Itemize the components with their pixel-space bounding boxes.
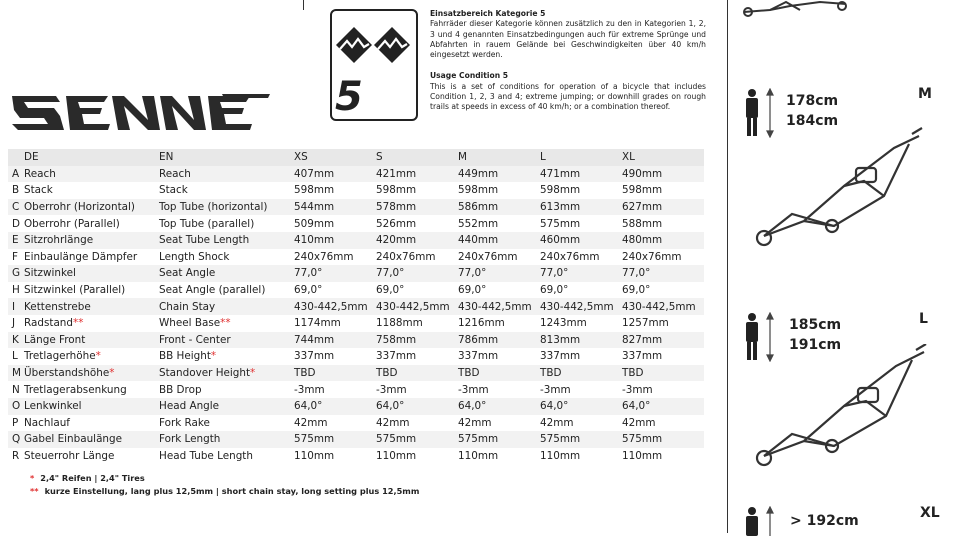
row-de-label [24, 282, 159, 299]
table-row [8, 398, 704, 415]
table-row [8, 166, 704, 183]
en-label-text: Reach [159, 167, 191, 180]
value-xl: 42mm [622, 416, 656, 429]
value-l: 337mm [540, 350, 581, 363]
value-xl: -3mm [622, 383, 653, 396]
value-xl: 430-442,5mm [622, 300, 696, 313]
header-l: L [540, 151, 546, 164]
value-xs: 544mm [294, 201, 335, 214]
row-de-label [24, 182, 159, 199]
row-de-label [24, 398, 159, 415]
value-xl: 827mm [622, 333, 663, 346]
value-s: 110mm [376, 449, 417, 462]
value-xs: -3mm [294, 383, 325, 396]
value-xl: 240x76mm [622, 250, 682, 263]
footnote-mark: * [30, 473, 35, 483]
value-m: 69,0° [458, 284, 487, 297]
value-l: 575mm [540, 433, 581, 446]
row-id: I [12, 300, 16, 313]
de-label-text: Überstandshöhe [24, 367, 110, 380]
value-m: TBD [458, 367, 480, 380]
value-m: 449mm [458, 167, 499, 180]
row-id: M [12, 367, 21, 380]
de-label-text: Tretlagerhöhe [24, 350, 96, 363]
value-xl: 110mm [622, 449, 663, 462]
table-row [8, 249, 704, 266]
en-label-text: Seat Angle (parallel) [159, 284, 266, 297]
row-de-label [24, 315, 159, 332]
table-row [8, 365, 704, 382]
value-m: 42mm [458, 416, 492, 429]
de-label-text: Lenkwinkel [24, 400, 82, 413]
table-row [8, 415, 704, 432]
en-label-text: Head Tube Length [159, 449, 253, 462]
value-l: 64,0° [540, 400, 569, 413]
value-l: -3mm [540, 383, 571, 396]
en-label-text: BB Height [159, 350, 211, 363]
value-xs: 110mm [294, 449, 335, 462]
value-m: 430-442,5mm [458, 300, 532, 313]
value-xs: 337mm [294, 350, 335, 363]
value-s: 69,0° [376, 284, 405, 297]
value-s: TBD [376, 367, 398, 380]
value-l: 77,0° [540, 267, 569, 280]
row-id: A [12, 167, 20, 180]
row-id: F [12, 250, 18, 263]
row-de-label [24, 448, 159, 465]
header-s: S [376, 151, 383, 164]
row-de-label [24, 166, 159, 183]
value-xl: 575mm [622, 433, 663, 446]
value-xs: TBD [294, 367, 316, 380]
de-label-text: Einbaulänge Dämpfer [24, 250, 138, 263]
bike-frame-xs-partial [740, 0, 850, 18]
value-l: 813mm [540, 333, 581, 346]
row-en-label [159, 398, 294, 415]
row-en-label [159, 249, 294, 266]
row-de-label [24, 381, 159, 398]
de-label-text: Sitzrohrlänge [24, 234, 94, 247]
row-id: C [12, 201, 20, 214]
bike-frame-l [744, 344, 944, 474]
row-de-label [24, 199, 159, 216]
row-id: P [12, 416, 19, 429]
usage-en-text: This is a set of conditions for operation of a bicycle that includes Condition 1, 2, 3 and 4; extreme jumping; or downhill grades on rough trails at speeds in excess of 40 km/h; or a combination thereof. [430, 81, 706, 112]
table-row [8, 265, 704, 282]
row-en-label [159, 448, 294, 465]
value-xl: 337mm [622, 350, 663, 363]
terrain-diamond-icon [332, 17, 416, 77]
row-de-label [24, 415, 159, 432]
de-label-text: Oberrohr (Horizontal) [24, 201, 135, 214]
value-m: 1216mm [458, 317, 505, 330]
header-xs: XS [294, 151, 308, 164]
row-en-label [159, 232, 294, 249]
table-row [8, 282, 704, 299]
row-en-label [159, 298, 294, 315]
value-m: 240x76mm [458, 250, 518, 263]
row-en-label [159, 315, 294, 332]
row-en-label [159, 282, 294, 299]
value-xl: 627mm [622, 201, 663, 214]
row-en-label [159, 348, 294, 365]
row-id: B [12, 184, 20, 197]
table-row [8, 381, 704, 398]
row-de-label [24, 365, 159, 382]
value-xs: 430-442,5mm [294, 300, 368, 313]
footnote-mark: ** [30, 485, 39, 496]
footnotes [30, 472, 419, 497]
value-xs: 744mm [294, 333, 335, 346]
row-de-label [24, 249, 159, 266]
value-s: 430-442,5mm [376, 300, 450, 313]
value-s: 42mm [376, 416, 410, 429]
usage-category-number: 5 [335, 74, 363, 120]
value-m: 64,0° [458, 400, 487, 413]
row-id: R [12, 449, 20, 462]
value-xl: 588mm [622, 217, 663, 230]
value-s: 64,0° [376, 400, 405, 413]
value-s: 575mm [376, 433, 417, 446]
row-id: E [12, 234, 19, 247]
header-en: EN [159, 151, 174, 164]
en-label-text: Fork Length [159, 433, 221, 446]
value-xs: 42mm [294, 416, 328, 429]
row-de-label [24, 215, 159, 232]
en-label-text: Top Tube (horizontal) [159, 201, 268, 214]
table-row [8, 431, 704, 448]
footnote-marker: * [250, 367, 256, 380]
value-l: 471mm [540, 167, 581, 180]
row-id: Q [12, 433, 21, 446]
row-id: K [12, 333, 19, 346]
geometry-table [8, 149, 704, 464]
size-xl-height-range: > 192cm [790, 513, 859, 529]
table-row [8, 448, 704, 465]
value-l: TBD [540, 367, 562, 380]
value-s: 578mm [376, 201, 417, 214]
value-xs: 575mm [294, 433, 335, 446]
bike-frame-m [744, 126, 944, 256]
en-label-text: Seat Tube Length [159, 234, 250, 247]
de-label-text: Sitzwinkel [24, 267, 76, 280]
value-s: 337mm [376, 350, 417, 363]
value-xs: 509mm [294, 217, 335, 230]
en-label-text: BB Drop [159, 383, 202, 396]
value-l: 110mm [540, 449, 581, 462]
footnote-text: kurze Einstellung, lang plus 12,5mm | short chain stay, long setting plus 12,5mm [44, 485, 420, 496]
footnote-tires [30, 472, 419, 485]
table-row [8, 298, 704, 315]
value-m: 786mm [458, 333, 499, 346]
value-l: 598mm [540, 184, 581, 197]
value-xs: 410mm [294, 234, 335, 247]
usage-description [430, 9, 706, 113]
en-label-text: Front - Center [159, 333, 231, 346]
value-xl: 64,0° [622, 400, 651, 413]
value-m: 77,0° [458, 267, 487, 280]
usage-de-title: Einsatzbereich Kategorie 5 [430, 9, 546, 18]
row-de-label [24, 232, 159, 249]
header-de: DE [24, 151, 39, 164]
de-label-text: Oberrohr (Parallel) [24, 217, 120, 230]
value-s: 526mm [376, 217, 417, 230]
value-s: 598mm [376, 184, 417, 197]
footnote-marker: * [109, 367, 115, 380]
right-panel-divider [727, 0, 728, 533]
value-s: 420mm [376, 234, 417, 247]
de-label-text: Radstand [24, 317, 73, 330]
en-label-text: Top Tube (parallel) [159, 217, 255, 230]
de-label-text: Länge Front [24, 333, 86, 346]
geometry-table-body [8, 166, 704, 465]
value-xs: 407mm [294, 167, 335, 180]
header-id [8, 149, 24, 166]
value-m: -3mm [458, 383, 489, 396]
footnote-marker: * [95, 350, 101, 363]
row-en-label [159, 381, 294, 398]
de-label-text: Tretlagerabsenkung [24, 383, 127, 396]
size-m-height-range: 178cm 184cm [786, 93, 839, 129]
footnote-chainstay [30, 485, 419, 498]
table-row [8, 199, 704, 216]
size-m-label: M [918, 86, 932, 102]
value-s: 1188mm [376, 317, 423, 330]
table-row [8, 348, 704, 365]
value-l: 240x76mm [540, 250, 600, 263]
value-s: 77,0° [376, 267, 405, 280]
en-label-text: Length Shock [159, 250, 230, 263]
top-divider-line [303, 0, 304, 10]
row-en-label [159, 365, 294, 382]
table-header-row [8, 149, 704, 166]
en-label-text: Fork Rake [159, 416, 210, 429]
de-label-text: Kettenstrebe [24, 300, 91, 313]
row-id: D [12, 217, 21, 230]
value-m: 337mm [458, 350, 499, 363]
table-row [8, 182, 704, 199]
footnote-marker: ** [220, 317, 231, 330]
value-xs: 240x76mm [294, 250, 354, 263]
en-label-text: Standover Height [159, 367, 251, 380]
de-label-text: Sitzwinkel (Parallel) [24, 284, 126, 297]
value-s: 240x76mm [376, 250, 436, 263]
value-xl: 490mm [622, 167, 663, 180]
value-xs: 598mm [294, 184, 335, 197]
sennes-brand-logo [8, 94, 270, 136]
row-en-label [159, 415, 294, 432]
usage-de-text: Fahrräder dieser Kategorie können zusätzlich zu den in Kategorien 1, 2, 3 und 4 genannten Einsatzbedingungen auch für extreme Sprünge und Abfahrten in rauem Gelände bei Geschwindigkeiten über 40 km/h eingesetzt werden. [430, 19, 706, 60]
row-en-label [159, 182, 294, 199]
value-xs: 1174mm [294, 317, 341, 330]
value-l: 1243mm [540, 317, 587, 330]
value-xl: TBD [622, 367, 644, 380]
row-de-label [24, 265, 159, 282]
row-de-label [24, 431, 159, 448]
usage-category-badge [330, 9, 418, 121]
value-m: 586mm [458, 201, 499, 214]
value-l: 613mm [540, 201, 581, 214]
value-m: 552mm [458, 217, 499, 230]
en-label-text: Stack [159, 184, 188, 197]
row-id: H [12, 284, 20, 297]
size-l-height-range: 185cm 191cm [789, 317, 842, 353]
value-s: -3mm [376, 383, 407, 396]
value-xl: 480mm [622, 234, 663, 247]
de-label-text: Gabel Einbaulänge [24, 433, 123, 446]
rider-height-icon [742, 506, 778, 536]
header-xl: XL [622, 151, 635, 164]
row-id: O [12, 400, 21, 413]
value-xl: 1257mm [622, 317, 669, 330]
footnote-marker: * [210, 350, 217, 363]
size-xl-label: XL [920, 505, 940, 521]
header-m: M [458, 151, 467, 164]
row-de-label [24, 298, 159, 315]
footnote-text: 2,4" Reifen | 2,4" Tires [40, 473, 145, 483]
table-row [8, 315, 704, 332]
row-en-label [159, 265, 294, 282]
value-xl: 77,0° [622, 267, 651, 280]
value-s: 421mm [376, 167, 417, 180]
footnote-marker: ** [73, 317, 84, 330]
usage-en-title: Usage Condition 5 [430, 71, 509, 81]
value-l: 460mm [540, 234, 581, 247]
value-xs: 77,0° [294, 267, 323, 280]
row-en-label [159, 215, 294, 232]
value-s: 758mm [376, 333, 417, 346]
row-id: N [12, 383, 20, 396]
row-en-label [159, 332, 294, 349]
de-label-text: Reach [24, 167, 56, 180]
table-row [8, 215, 704, 232]
value-l: 575mm [540, 217, 581, 230]
value-xs: 64,0° [294, 400, 323, 413]
row-de-label [24, 332, 159, 349]
value-m: 598mm [458, 184, 499, 197]
row-en-label [159, 199, 294, 216]
value-xs: 69,0° [294, 284, 323, 297]
table-row [8, 332, 704, 349]
de-label-text: Nachlauf [24, 416, 70, 429]
de-label-text: Stack [24, 184, 53, 197]
size-l-label: L [919, 311, 928, 327]
value-xl: 69,0° [622, 284, 651, 297]
row-en-label [159, 431, 294, 448]
value-l: 430-442,5mm [540, 300, 614, 313]
value-xl: 598mm [622, 184, 663, 197]
en-label-text: Head Angle [159, 400, 220, 413]
row-id: G [12, 267, 21, 280]
table-row [8, 232, 704, 249]
en-label-text: Wheel Base [159, 317, 221, 330]
en-label-text: Seat Angle [159, 267, 216, 280]
row-en-label [159, 166, 294, 183]
value-l: 69,0° [540, 284, 569, 297]
value-m: 440mm [458, 234, 499, 247]
en-label-text: Chain Stay [159, 300, 216, 313]
value-m: 575mm [458, 433, 499, 446]
de-label-text: Steuerrohr Länge [24, 449, 115, 462]
row-de-label [24, 348, 159, 365]
value-l: 42mm [540, 416, 574, 429]
row-id: J [12, 317, 16, 330]
value-m: 110mm [458, 449, 499, 462]
row-id: L [12, 350, 18, 363]
